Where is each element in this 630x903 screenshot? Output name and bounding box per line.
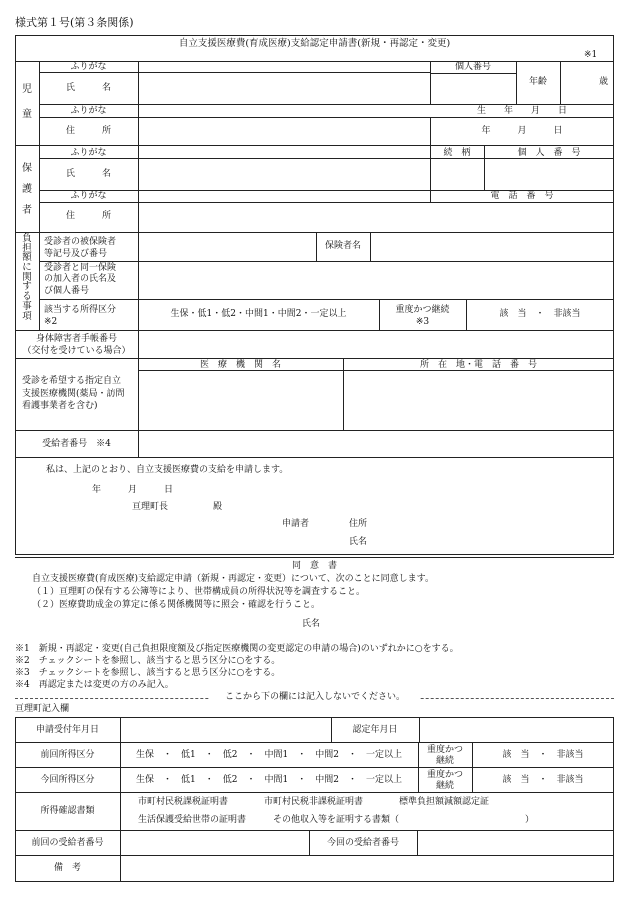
note-4: ※4 再認定または変更の方のみ記入。 [15, 680, 174, 690]
cut-line-text: ここから下の欄には記入しないでください。 [210, 693, 420, 702]
child-kojin-bango-label: 個人番号 [454, 62, 491, 72]
office-prev-severe-label: 重度かつ 継続 [426, 745, 463, 767]
form-number: 様式第１号(第３条関係) [15, 16, 134, 29]
burden-section-label: 負 担 額 に 関 す る 事 項 [22, 233, 32, 322]
child-name-label: 氏 名 [65, 83, 111, 93]
applicant-address-label: 住所 [349, 519, 368, 529]
disability-card-label: 身体障害者手帳番号 （交付を受けている場合） [22, 334, 131, 357]
medical-col-address: 所 在 地・電 話 番 号 [419, 360, 537, 370]
consent-name-label: 氏名 [302, 619, 321, 629]
office-curr-income-options: 生保 ・ 低1 ・ 低2 ・ 中間1 ・ 中間2 ・ 一定以上 [136, 775, 402, 785]
child-age-label: 年齢 [528, 77, 547, 87]
declaration-date: 年 月 日 [92, 485, 174, 495]
consent-text: 自立支援医療費(育成医療)支給認定申請（新規・再認定・変更）について、次のことに同意します。 [32, 574, 434, 584]
guardian-section-label: 保 護 者 [22, 163, 32, 216]
guardian-furigana-label: ふりがな [70, 148, 107, 158]
office-prev-recipient-label: 前回の受給者番号 [31, 838, 104, 848]
office-prev-income-label: 前回所得区分 [40, 750, 95, 760]
office-curr-income-label: 今回所得区分 [40, 775, 95, 785]
office-docs-line-1: 市町村民税課税証明書 市町村民税非課税証明書 標準負担額減額認定証 [138, 797, 490, 807]
guardian-phone-label: 電 話 番 号 [490, 191, 554, 201]
medical-institution-label: 受診を希望する指定自立 支援医療機関(薬局・訪問 看護事業者を含む) [22, 376, 125, 412]
office-curr-recipient-label: 今回の受給者番号 [326, 838, 399, 848]
declaration-mayor: 亘理町長 殿 [132, 502, 223, 512]
office-certified-label: 認定年月日 [352, 725, 398, 735]
medical-col-name: 医 療 機 関 名 [199, 360, 281, 370]
office-docs-line-2: 生活保護受給世帯の証明書 その他収入等を証明する書類（ ） [138, 815, 535, 825]
note1-mark: ※1 [584, 50, 598, 60]
guardian-kojin-bango-label: 個 人 番 号 [517, 148, 581, 158]
office-received-label: 申請受付年月日 [35, 725, 99, 735]
office-curr-applicable: 該 当 ・ 非該当 [502, 775, 584, 785]
guardian-address-label: 住 所 [65, 211, 111, 221]
child-age-unit: 歳 [599, 77, 609, 87]
child-address-label: 住 所 [65, 126, 111, 136]
insurer-name-label: 保険者名 [324, 241, 361, 251]
form-title: 自立支援医療費(育成医療)支給認定申請書(新規・再認定・変更) [178, 38, 451, 49]
insured-number-label: 受診者の被保険者 等記号及び番号 [44, 237, 117, 260]
consent-item-2: （２）医療費助成金の算定に係る関係機関等に照会・確認を行うこと。 [32, 600, 321, 610]
office-prev-applicable: 該 当 ・ 非該当 [502, 750, 584, 760]
consent-item-1: （１）亘理町の保有する公簿等により、世帯構成員の所得状況等を調査すること。 [32, 587, 366, 597]
office-prev-income-options: 生保 ・ 低1 ・ 低2 ・ 中間1 ・ 中間2 ・ 一定以上 [136, 750, 402, 760]
recipient-number-label: 受給者番号 ※4 [42, 439, 111, 449]
child-birth-label: 生 年 月 日 [476, 106, 567, 116]
office-section-title: 亘理町記入欄 [15, 704, 70, 714]
same-insured-label: 受診者と同一保険 の加入者の氏名及 び個人番号 [44, 263, 117, 296]
declaration-text: 私は、上記のとおり、自立支援医療費の支給を申請します。 [46, 465, 289, 475]
child-furigana-label: ふりがな [70, 62, 107, 72]
income-class-label: 該当する所得区分 ※2 [44, 305, 117, 328]
consent-title: 同 意 書 [291, 561, 337, 571]
applicant-label: 申請者 [282, 519, 310, 529]
guardian-furigana-label-2: ふりがな [70, 191, 107, 201]
income-class-options: 生保・低1・低2・中間1・中間2・一定以上 [170, 309, 347, 319]
applicant-name-label: 氏名 [349, 537, 368, 547]
office-remarks-label: 備 考 [53, 863, 81, 873]
note-2: ※2 チェックシートを参照し、該当すると思う区分に○をする。 [15, 656, 281, 666]
note-1: ※1 新規・再認定・変更(自己負担限度額及び指定医療機関の変更認定の申請の場合)のいずれかに○をする。 [15, 644, 459, 654]
office-docs-label: 所得確認書類 [40, 806, 95, 816]
severe-applicable-options: 該 当 ・ 非該当 [499, 309, 581, 319]
child-birth-date: 年 月 日 [481, 126, 563, 136]
office-curr-severe-label: 重度かつ 継続 [426, 770, 463, 792]
child-section-label: 児 童 [22, 84, 32, 120]
note-3: ※3 チェックシートを参照し、該当すると思う区分に○をする。 [15, 668, 281, 678]
guardian-name-label: 氏 名 [65, 169, 111, 179]
guardian-relation-label: 続 柄 [443, 148, 471, 158]
severe-continuous-label: 重度かつ継続 ※3 [395, 305, 450, 328]
child-furigana-label-2: ふりがな [70, 106, 107, 116]
